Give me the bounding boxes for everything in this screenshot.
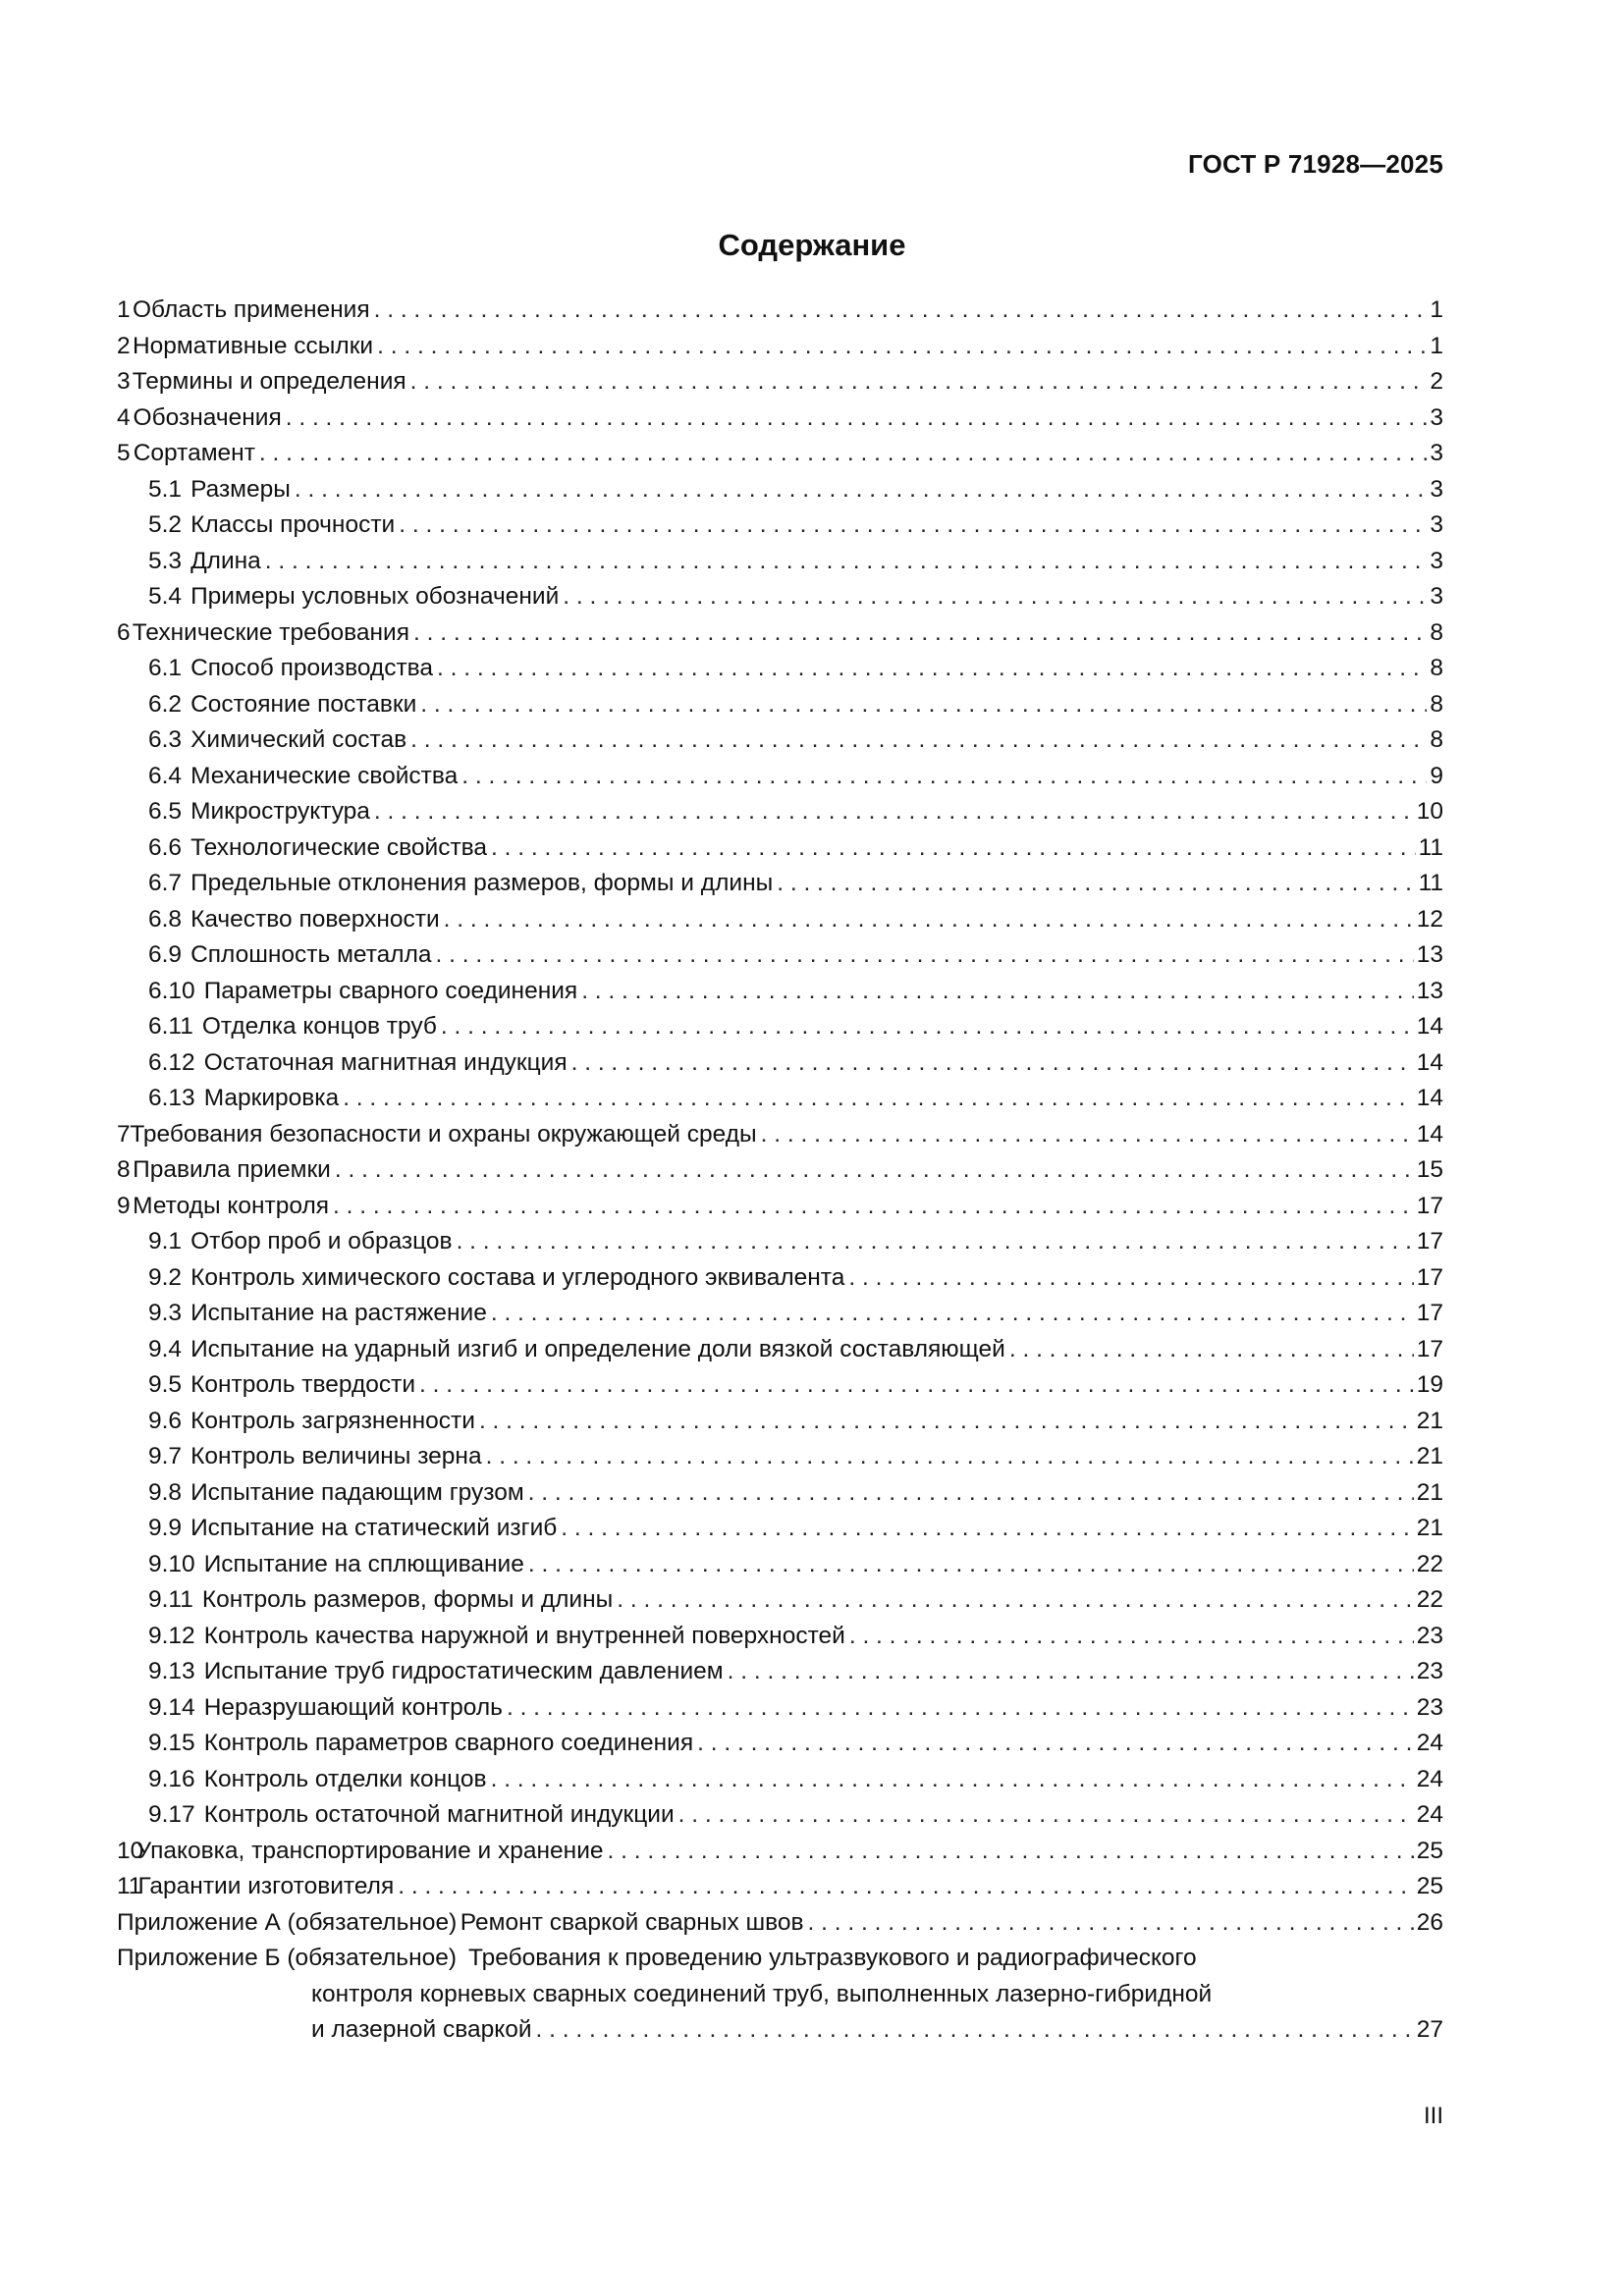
toc-entry-label: Контроль остаточной магнитной индукции: [203, 1801, 675, 1828]
appendix-a-title: Ремонт сваркой сварных швов: [460, 1908, 804, 1936]
toc-dot-leader: [581, 974, 1414, 1010]
toc-entry-number: 6.2: [148, 690, 183, 718]
toc-entry-page: 2: [1430, 368, 1443, 395]
toc-dot-leader: [528, 1547, 1414, 1583]
toc-entry-page: 11: [1418, 870, 1443, 896]
toc-entry-page: 8: [1430, 690, 1443, 718]
toc-entry-page: 14: [1416, 1013, 1443, 1040]
toc-entry-label: Способ производства: [190, 655, 434, 681]
toc-entry[interactable]: [117, 329, 1443, 365]
appendix-a-prefix: Приложение А (обязательное): [117, 1908, 458, 1936]
toc-entry-page: 11: [1418, 833, 1443, 861]
toc-entry-label: Неразрушающий контроль: [203, 1693, 503, 1721]
toc-entry[interactable]: [117, 1654, 1443, 1690]
toc-entry-page: 23: [1416, 1693, 1443, 1721]
toc-appendix-b[interactable]: [117, 1941, 1443, 2049]
toc-entry-label: Качество поверхности: [190, 905, 440, 933]
toc-entry-label: Механические свойства: [190, 762, 459, 789]
toc-dot-leader: [286, 400, 1428, 437]
toc-dot-leader: [491, 830, 1416, 867]
toc-dot-leader: [1009, 1332, 1414, 1368]
toc-entry-number: 9.5: [148, 1371, 183, 1398]
toc-entry-number: 9.15: [148, 1730, 195, 1756]
toc-entry-number: 7: [117, 1120, 131, 1148]
toc-dot-leader: [410, 722, 1427, 759]
toc-dot-leader: [486, 1439, 1414, 1475]
toc-entry-number: 9.6: [148, 1407, 183, 1434]
toc-entry-page: 3: [1430, 440, 1443, 466]
toc-appendix-a[interactable]: [117, 1905, 1443, 1942]
toc-entry-label: Контроль величины зерна: [190, 1443, 482, 1469]
toc-entry[interactable]: [117, 1009, 1443, 1045]
toc-dot-leader: [507, 1690, 1414, 1727]
toc-entry-number: 5: [117, 440, 131, 466]
toc-entry-number: 6.8: [148, 905, 183, 933]
toc-entry-page: 21: [1416, 1478, 1443, 1506]
toc-entry[interactable]: [117, 579, 1443, 615]
toc-entry[interactable]: [117, 472, 1443, 508]
toc-entry-number: 9.11: [148, 1586, 193, 1613]
toc-entry-page: 1: [1430, 332, 1443, 359]
appendix-b-line1: Требования к проведению ультразвукового и радиографического: [468, 1945, 1197, 1971]
toc-entry-label: Остаточная магнитная индукция: [203, 1048, 568, 1076]
toc-entry-label: Нормативные ссылки: [132, 332, 374, 359]
toc-entry-label: Контроль твердости: [190, 1371, 416, 1398]
toc-entry[interactable]: [117, 866, 1443, 902]
toc-entry-label: Контроль химического состава и углеродного эквивалента: [190, 1263, 845, 1291]
toc-dot-leader: [377, 329, 1427, 365]
toc-dot-leader: [420, 687, 1427, 723]
toc-entry-page: 3: [1430, 475, 1443, 503]
toc-dot-leader: [808, 1905, 1414, 1942]
toc-entry-number: 9: [117, 1192, 131, 1219]
toc-entry[interactable]: [117, 974, 1443, 1010]
toc-entry-number: 6.6: [148, 833, 183, 861]
toc-entry-page: 14: [1416, 1120, 1443, 1148]
toc-dot-leader: [563, 579, 1427, 615]
toc-entry[interactable]: [117, 1260, 1443, 1297]
toc-entry[interactable]: [117, 1081, 1443, 1117]
toc-entry[interactable]: [117, 364, 1443, 400]
toc-entry-page: 17: [1416, 1192, 1443, 1219]
toc-entry-page: 19: [1416, 1371, 1443, 1398]
toc-entry[interactable]: [117, 1367, 1443, 1404]
toc-entry-label: Контроль качества наружной и внутренней поверхностей: [203, 1622, 845, 1649]
toc-entry-page: 17: [1416, 1300, 1443, 1326]
toc-entry-label: Правила приемки: [133, 1156, 331, 1183]
toc-entry-page: 8: [1430, 655, 1443, 681]
toc-dot-leader: [398, 1869, 1414, 1905]
toc-entry-number: 6.11: [148, 1013, 193, 1040]
appendix-b-line3: и лазерной сваркой: [311, 2016, 532, 2043]
toc-entry-label: Методы контроля: [133, 1192, 330, 1219]
toc-entry-label: Размеры: [190, 475, 291, 503]
toc-dot-leader: [761, 1117, 1414, 1153]
toc-entry-number: 6.4: [148, 762, 183, 789]
toc-entry-label: Микроструктура: [190, 798, 370, 825]
toc-entry-label: Химический состав: [190, 726, 407, 753]
toc-entry[interactable]: [117, 902, 1443, 938]
toc-entry[interactable]: [117, 436, 1443, 472]
toc-dot-leader: [399, 507, 1427, 544]
toc-entry[interactable]: [117, 1511, 1443, 1547]
toc-entry-label: Область применения: [132, 296, 370, 323]
toc-entry[interactable]: [117, 507, 1443, 544]
toc-entry-label: Испытание на ударный изгиб и определение доли вязкой составляющей: [190, 1335, 1005, 1362]
toc-entry-page: 8: [1430, 726, 1443, 753]
toc-entry-number: 9.12: [148, 1622, 195, 1649]
toc-entry-number: 4: [117, 403, 131, 431]
standard-code: ГОСТ Р 71928—2025: [1188, 149, 1443, 179]
table-of-contents: [117, 293, 1443, 2049]
toc-entry[interactable]: [117, 830, 1443, 867]
toc-entry-number: 6.3: [148, 726, 183, 753]
toc-entry-label: Технологические свойства: [190, 833, 488, 861]
toc-entry-label: Контроль загрязненности: [190, 1407, 475, 1434]
toc-entry-page: 3: [1430, 511, 1443, 538]
toc-entry[interactable]: [117, 1117, 1443, 1153]
toc-dot-leader: [697, 1726, 1414, 1762]
toc-dot-leader: [457, 1224, 1414, 1260]
toc-entry-page: 24: [1416, 1730, 1443, 1756]
toc-entry-number: 9.8: [148, 1478, 183, 1506]
toc-entry-label: Обозначения: [133, 403, 282, 431]
toc-entry-number: 9.16: [148, 1765, 195, 1792]
toc-entry[interactable]: [117, 1404, 1443, 1440]
toc-entry[interactable]: [117, 400, 1443, 437]
appendix-b-page: 27: [1416, 2016, 1443, 2043]
toc-entry[interactable]: [117, 1332, 1443, 1368]
toc-entry-page: 25: [1416, 1837, 1443, 1864]
toc-entry-page: 9: [1430, 762, 1443, 789]
toc-entry-label: Отделка концов труб: [201, 1013, 437, 1040]
toc-entry[interactable]: [117, 1547, 1443, 1583]
toc-entry-number: 9.9: [148, 1515, 183, 1541]
toc-dot-leader: [777, 866, 1415, 902]
toc-entry[interactable]: [117, 1224, 1443, 1260]
toc-entry-page: 13: [1416, 941, 1443, 968]
toc-dot-leader: [436, 937, 1414, 974]
toc-entry-page: 1: [1430, 296, 1443, 323]
toc-entry-page: 14: [1416, 1085, 1443, 1111]
toc-entry[interactable]: [117, 1690, 1443, 1727]
toc-entry-number: 3: [117, 368, 131, 395]
toc-entry-number: 1: [117, 296, 131, 323]
toc-entry-number: 5.1: [148, 475, 183, 503]
toc-entry[interactable]: [117, 1797, 1443, 1834]
toc-dot-leader: [528, 1475, 1414, 1512]
toc-entry-label: Требования безопасности и охраны окружающей среды: [130, 1120, 757, 1148]
toc-entry-page: 8: [1430, 618, 1443, 646]
toc-entry[interactable]: [117, 293, 1443, 329]
toc-entry-page: 22: [1416, 1550, 1443, 1577]
toc-entry-number: 9.1: [148, 1228, 183, 1255]
toc-entry[interactable]: [117, 1045, 1443, 1082]
toc-entry-page: 25: [1416, 1873, 1443, 1899]
toc-entry-number: 9.14: [148, 1693, 195, 1721]
toc-entry-label: Гарантии изготовителя: [137, 1873, 395, 1899]
toc-dot-leader: [608, 1834, 1414, 1870]
toc-entry-number: 6.1: [148, 655, 183, 681]
toc-entry-label: Параметры сварного соединения: [203, 977, 578, 1004]
toc-dot-leader: [437, 651, 1427, 687]
toc-dot-leader: [374, 293, 1428, 329]
toc-entry-number: 2: [117, 332, 131, 359]
toc-entry-label: Контроль параметров сварного соединения: [203, 1730, 694, 1756]
toc-entry[interactable]: [117, 1189, 1443, 1225]
toc-entry[interactable]: [117, 1582, 1443, 1619]
toc-entries: [117, 293, 1443, 1905]
toc-entry-page: 21: [1416, 1515, 1443, 1541]
toc-entry-page: 10: [1416, 798, 1443, 825]
toc-entry-page: 24: [1416, 1765, 1443, 1792]
toc-entry-page: 17: [1416, 1228, 1443, 1255]
toc-dot-leader: [617, 1582, 1413, 1619]
toc-dot-leader: [849, 1619, 1414, 1655]
toc-entry-page: 13: [1416, 977, 1443, 1004]
toc-entry-number: 6.9: [148, 941, 183, 968]
toc-dot-leader: [259, 436, 1427, 472]
toc-dot-leader: [728, 1654, 1414, 1690]
toc-entry-page: 3: [1430, 403, 1443, 431]
toc-entry-label: Предельные отклонения размеров, формы и длины: [190, 870, 774, 896]
toc-dot-leader: [461, 759, 1427, 795]
toc-entry[interactable]: [117, 937, 1443, 974]
toc-entry-number: 6.13: [148, 1085, 195, 1111]
toc-dot-leader: [374, 794, 1414, 830]
toc-entry-label: Сортамент: [133, 440, 255, 466]
toc-entry-page: 12: [1416, 905, 1443, 933]
toc-entry[interactable]: [117, 759, 1443, 795]
toc-entry-label: Контроль размеров, формы и длины: [201, 1586, 614, 1613]
toc-entry-label: Испытание падающим грузом: [190, 1478, 524, 1506]
appendix-b-line2: контроля корневых сварных соединений труб, выполненных лазерно-гибридной: [311, 1980, 1213, 2007]
toc-entry[interactable]: [117, 1475, 1443, 1512]
toc-dot-leader: [419, 1367, 1414, 1404]
toc-entry-label: Сплошность металла: [190, 941, 432, 968]
toc-entry-label: Технические требования: [132, 618, 410, 646]
toc-entry[interactable]: [117, 1726, 1443, 1762]
toc-dot-leader: [343, 1081, 1414, 1117]
toc-entry-number: 9.7: [148, 1443, 183, 1469]
toc-dot-leader: [441, 1009, 1414, 1045]
toc-entry[interactable]: [117, 1619, 1443, 1655]
toc-entry-page: 24: [1416, 1801, 1443, 1828]
toc-dot-leader: [265, 544, 1428, 580]
toc-entry-page: 3: [1430, 547, 1443, 574]
toc-entry-number: 5.2: [148, 511, 183, 538]
toc-entry-label: Состояние поставки: [190, 690, 417, 718]
toc-dot-leader: [295, 472, 1427, 508]
toc-entry[interactable]: [117, 1869, 1443, 1905]
toc-entry-number: 6.5: [148, 798, 183, 825]
toc-entry-page: 17: [1416, 1335, 1443, 1362]
toc-entry-number: 6.10: [148, 977, 195, 1004]
toc-entry-label: Испытание на растяжение: [190, 1300, 487, 1326]
toc-entry-page: 17: [1416, 1263, 1443, 1291]
page-number: III: [1423, 2103, 1443, 2129]
toc-entry-page: 15: [1416, 1156, 1443, 1183]
toc-entry[interactable]: [117, 794, 1443, 830]
toc-entry-label: Испытание труб гидростатическим давлением: [203, 1658, 724, 1684]
toc-entry-label: Отбор проб и образцов: [190, 1228, 453, 1255]
toc-dot-leader: [491, 1296, 1414, 1332]
toc-entry[interactable]: [117, 1762, 1443, 1798]
toc-entry-number: 6.12: [148, 1048, 195, 1076]
toc-entry[interactable]: [117, 1439, 1443, 1475]
toc-entry-label: Испытание на сплющивание: [203, 1550, 524, 1577]
toc-title: Содержание: [718, 228, 906, 262]
appendix-b-prefix: Приложение Б (обязательное): [117, 1945, 458, 1971]
toc-dot-leader: [444, 902, 1414, 938]
toc-entry[interactable]: [117, 544, 1443, 580]
toc-entry-number: 9.3: [148, 1300, 183, 1326]
toc-entry-number: 11: [117, 1873, 142, 1899]
toc-entry-label: Длина: [190, 547, 261, 574]
toc-entry-page: 3: [1430, 583, 1443, 610]
toc-entry-number: 6.7: [148, 870, 183, 896]
toc-dot-leader: [479, 1404, 1414, 1440]
toc-entry-number: 9.13: [148, 1658, 195, 1684]
toc-dot-leader: [410, 364, 1428, 400]
toc-entry-page: 21: [1416, 1407, 1443, 1434]
toc-dot-leader: [571, 1045, 1414, 1082]
toc-dot-leader: [413, 615, 1427, 652]
toc-entry-number: 6: [117, 618, 131, 646]
toc-dot-leader: [536, 2012, 1414, 2049]
toc-entry[interactable]: [117, 687, 1443, 723]
toc-entry-label: Контроль отделки концов: [203, 1765, 487, 1792]
toc-entry-label: Примеры условных обозначений: [190, 583, 560, 610]
toc-entry-number: 10: [117, 1837, 144, 1864]
toc-entry-label: Упаковка, транспортирование и хранение: [135, 1837, 604, 1864]
toc-entry-label: Термины и определения: [132, 368, 406, 395]
toc-entry-label: Испытание на статический изгиб: [190, 1515, 558, 1541]
toc-dot-leader: [561, 1511, 1413, 1547]
toc-dot-leader: [848, 1260, 1413, 1297]
toc-dot-leader: [333, 1189, 1414, 1225]
toc-entry-number: 9.17: [148, 1801, 195, 1828]
toc-entry-page: 14: [1416, 1048, 1443, 1076]
toc-dot-leader: [335, 1152, 1414, 1189]
toc-entry-page: 22: [1416, 1586, 1443, 1613]
toc-entry[interactable]: [117, 1152, 1443, 1189]
toc-entry-page: 23: [1416, 1658, 1443, 1684]
toc-entry-page: 21: [1416, 1443, 1443, 1469]
toc-entry-number: 8: [117, 1156, 131, 1183]
toc-entry[interactable]: [117, 615, 1443, 652]
toc-entry-number: 9.10: [148, 1550, 195, 1577]
appendix-a-page: 26: [1416, 1908, 1443, 1936]
toc-dot-leader: [491, 1762, 1414, 1798]
toc-entry-label: Классы прочности: [190, 511, 396, 538]
toc-entry[interactable]: [117, 1834, 1443, 1870]
toc-entry-label: Маркировка: [203, 1085, 340, 1111]
toc-entry-number: 5.4: [148, 583, 183, 610]
toc-entry[interactable]: [117, 722, 1443, 759]
toc-entry[interactable]: [117, 651, 1443, 687]
toc-entry[interactable]: [117, 1296, 1443, 1332]
toc-entry-number: 9.2: [148, 1263, 183, 1291]
toc-entry-number: 9.4: [148, 1335, 183, 1362]
toc-dot-leader: [678, 1797, 1414, 1834]
toc-entry-number: 5.3: [148, 547, 183, 574]
toc-entry-page: 23: [1416, 1622, 1443, 1649]
